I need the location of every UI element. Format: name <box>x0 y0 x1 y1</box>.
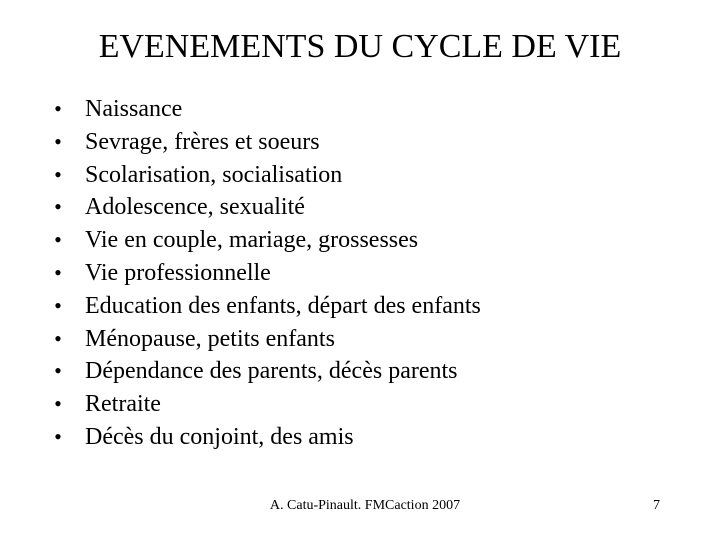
footer-credit: A. Catu-Pinault. FMCaction 2007 <box>269 498 461 513</box>
list-item-text: Adolescence, sexualité <box>85 194 305 221</box>
bullet-icon: • <box>54 227 62 253</box>
list-item-text: Scolarisation, socialisation <box>85 161 343 188</box>
list-item-text: Vie professionnelle <box>85 259 271 286</box>
list-item-text: Sevrage, frères et soeurs <box>85 128 320 155</box>
slide-title: EVENEMENTS DU CYCLE DE VIE <box>98 28 622 65</box>
page-number: 7 <box>653 498 660 513</box>
bullet-icon: • <box>54 194 62 220</box>
list-item-text: Vie en couple, mariage, grossesses <box>85 227 419 254</box>
bullet-icon: • <box>54 259 62 285</box>
bullet-icon: • <box>54 325 62 351</box>
list-item-text: Retraite <box>85 391 161 418</box>
bullet-icon: • <box>54 96 62 121</box>
list-item-text: Education des enfants, départ des enfants <box>85 292 481 319</box>
bullet-icon: • <box>54 358 62 384</box>
bullet-icon: • <box>54 128 62 154</box>
list-item-text: Décès du conjoint, des amis <box>85 423 354 450</box>
bullet-icon: • <box>54 423 62 449</box>
list-item-text: Naissance <box>85 96 183 122</box>
list-item-text: Ménopause, petits enfants <box>85 325 335 352</box>
bullet-icon: • <box>54 391 62 417</box>
list-item-text: Dépendance des parents, décès parents <box>85 358 458 385</box>
bullet-icon: • <box>54 161 62 187</box>
bullet-icon: • <box>54 292 62 318</box>
